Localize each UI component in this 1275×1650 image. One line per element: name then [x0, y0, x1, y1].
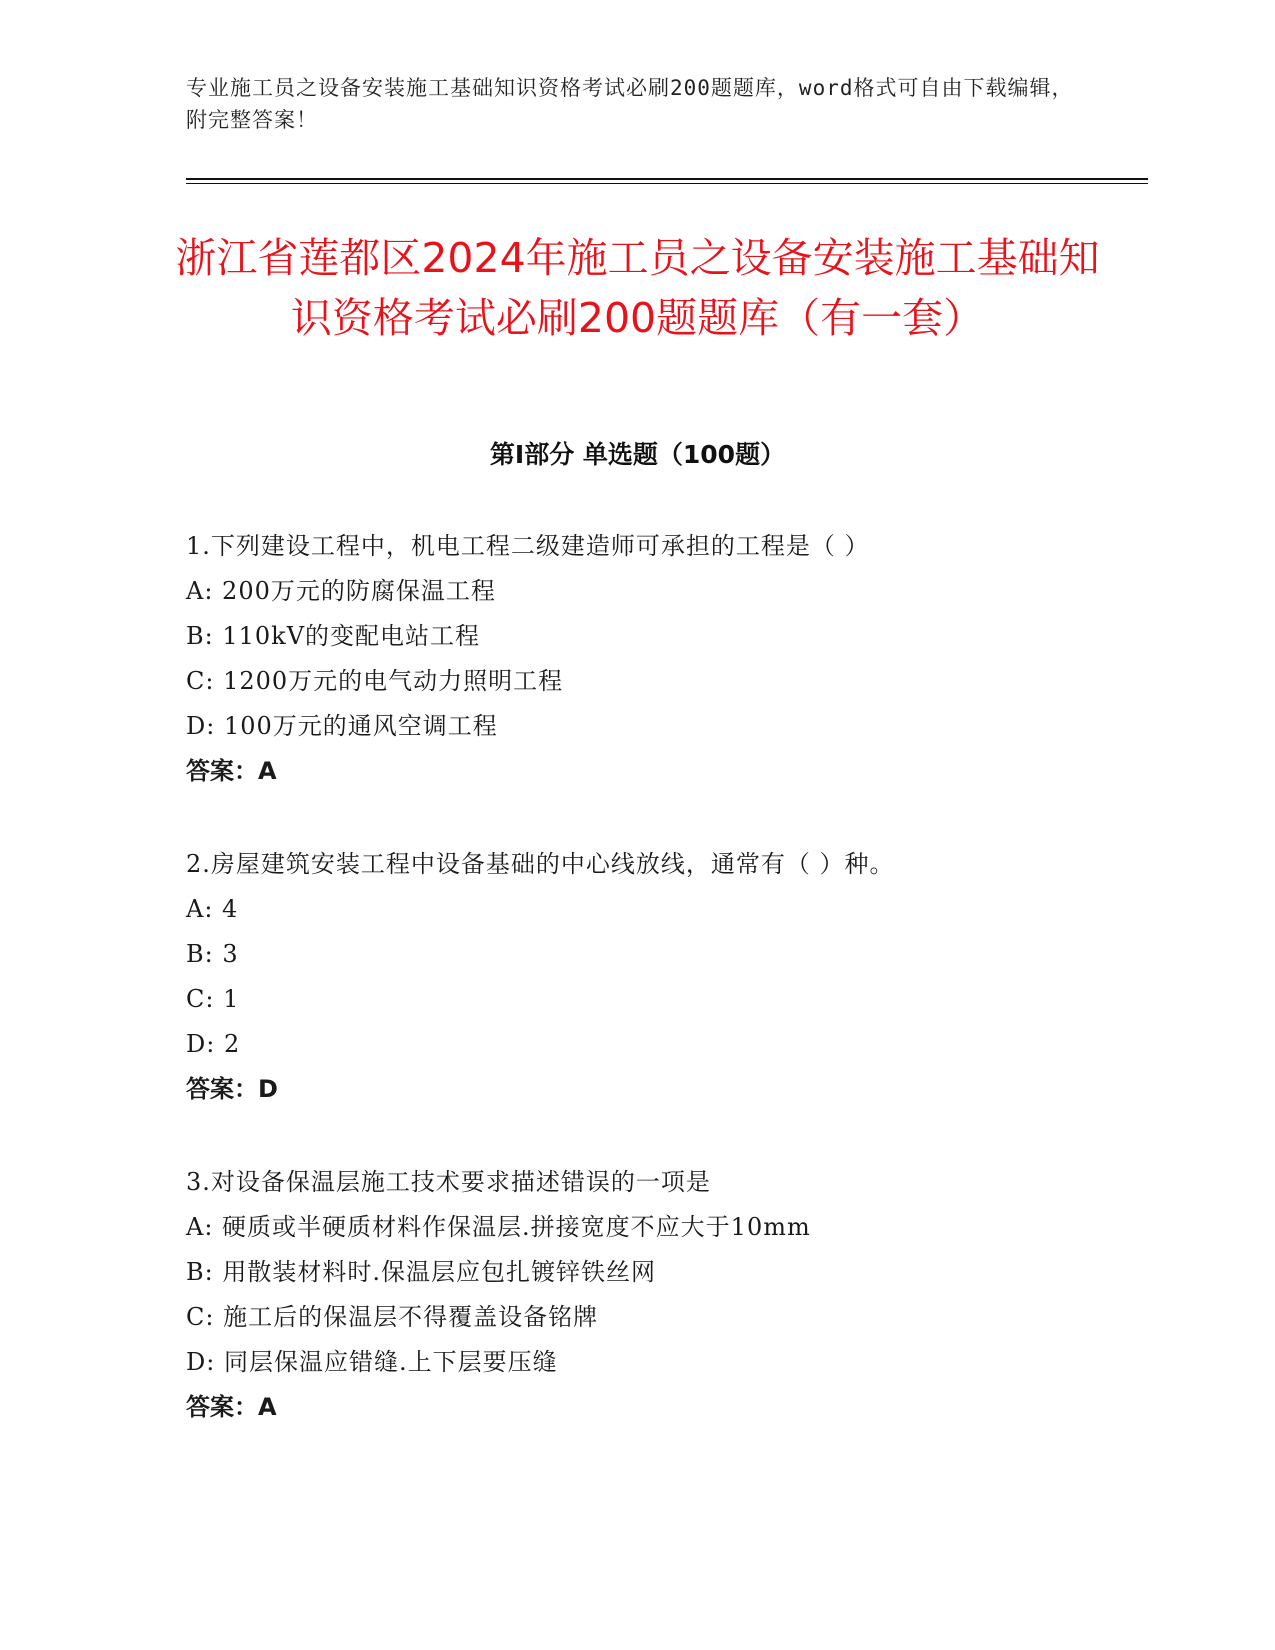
option-c: C: 1200万元的电气动力照明工程 [186, 667, 564, 695]
option-d: D: 同层保温应错缝.上下层要压缝 [186, 1348, 558, 1376]
option-a: A: 200万元的防腐保温工程 [186, 577, 496, 605]
question-3 [186, 1160, 1086, 1430]
option-b: B: 3 [186, 940, 239, 968]
option-d: D: 100万元的通风空调工程 [186, 712, 498, 740]
answer: 答案：A [186, 757, 277, 785]
header-divider-thick [186, 178, 1148, 180]
option-c: C: 1 [186, 985, 240, 1013]
header-note: 专业施工员之设备安装施工基础知识资格考试必刷200题题库，word格式可自由下载编辑，附完整答案！ [186, 76, 1074, 132]
header-divider-thin [186, 183, 1148, 184]
option-b: B: 110kV的变配电站工程 [186, 622, 481, 650]
option-a: A: 4 [186, 895, 239, 923]
answer: 答案：D [186, 1075, 278, 1103]
section-title: 第I部分 单选题（100题） [489, 440, 786, 469]
question-stem: 2.房屋建筑安装工程中设备基础的中心线放线，通常有（ ）种。 [186, 850, 895, 878]
option-d: D: 2 [186, 1030, 241, 1058]
question-1 [186, 524, 1086, 794]
option-c: C: 施工后的保温层不得覆盖设备铭牌 [186, 1303, 599, 1331]
document-title: 浙江省莲都区2024年施工员之设备安装施工基础知识资格考试必刷200题题库（有一套） [175, 234, 1100, 342]
answer: 答案：A [186, 1393, 277, 1421]
question-stem: 3.对设备保温层施工技术要求描述错误的一项是 [186, 1168, 711, 1196]
question-stem: 1.下列建设工程中，机电工程二级建造师可承担的工程是（ ） [186, 532, 870, 560]
option-b: B: 用散装材料时.保温层应包扎镀锌铁丝网 [186, 1258, 656, 1286]
option-a: A: 硬质或半硬质材料作保温层.拼接宽度不应大于10mm [186, 1213, 811, 1241]
question-2 [186, 842, 1086, 1112]
